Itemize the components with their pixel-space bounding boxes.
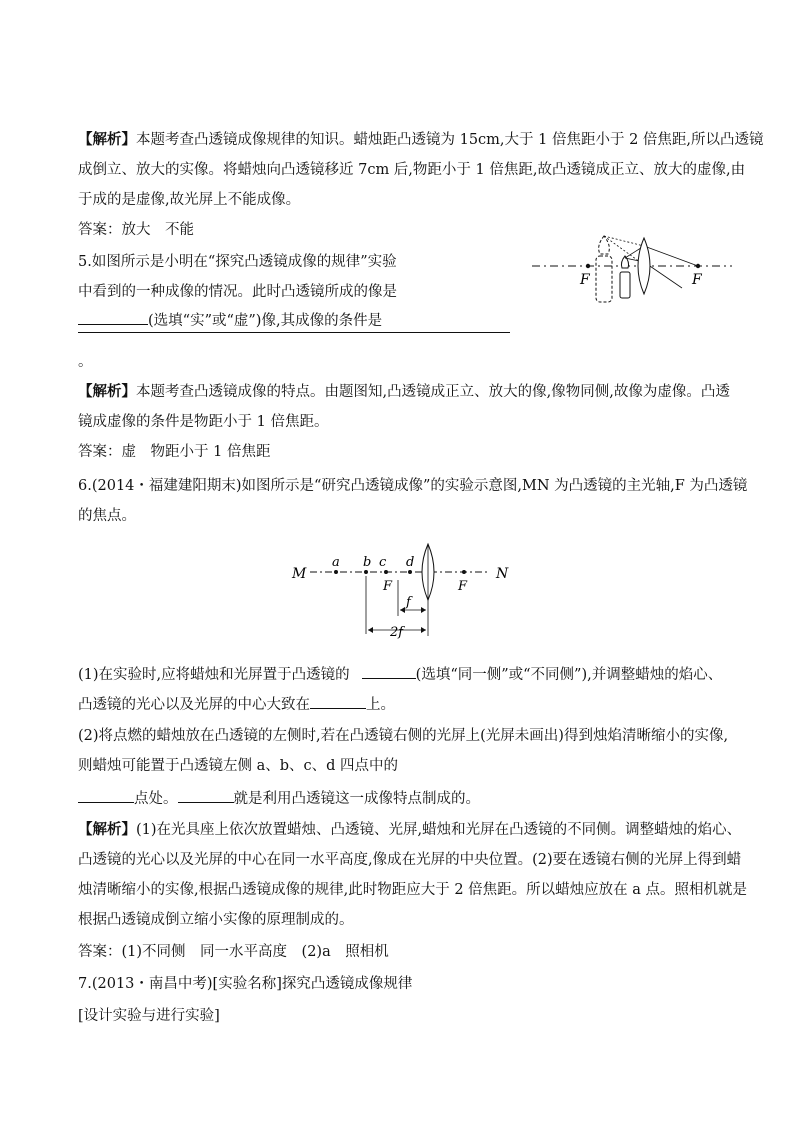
point-d (408, 570, 412, 574)
q7-line-1: 7.(2013・南昌中考)[实验名称]探究凸透镜成像规律 (78, 976, 413, 992)
answer-3: 答案：(1)不同侧 同一水平高度 (2)a 照相机 (78, 944, 389, 960)
label-b: b (363, 555, 372, 570)
two-f-arrowhead-right (421, 627, 426, 633)
q6-part-2-line-1: (2)将点燃的蜡烛放在凸透镜的左侧时,若在凸透镜右侧的光屏上(光屏未画出)得到烛焰清晰缩小的实像, (78, 728, 729, 744)
q5-blank-1[interactable] (78, 310, 148, 325)
convex-lens (638, 238, 650, 294)
q5-line-3: (选填“实”或“虚”)像,其成像的条件是 (78, 310, 382, 331)
label-a: a (332, 555, 340, 570)
focus-label-left: F (580, 272, 590, 288)
q5-end: 。 (78, 354, 93, 370)
label-c: c (379, 555, 387, 570)
q6-axis-figure (288, 540, 518, 640)
q6-blank-1[interactable] (362, 664, 416, 679)
ray-extension-1 (604, 236, 644, 246)
focus-point-right (462, 570, 466, 574)
point-c (384, 570, 388, 574)
q5-answer-line[interactable] (78, 332, 510, 333)
q6-blank-4[interactable] (178, 788, 234, 803)
label-f-distance: f (406, 595, 411, 610)
analysis-label: 【解析】 (78, 383, 136, 400)
label-m: M (292, 566, 307, 582)
q5-line-1: 5.如图所示是小明在“探究凸透镜成像的规律”实验 (78, 254, 397, 270)
analysis-label: 【解析】 (78, 131, 136, 148)
q6-line-2: 的焦点。 (78, 508, 136, 524)
f-arrowhead-right (421, 607, 426, 613)
label-f-right: F (458, 579, 468, 594)
q6-blank-3[interactable] (78, 788, 134, 803)
analysis-3-line-3: 烛清晰缩小的实像,根据凸透镜成像的规律,此时物距应大于 2 倍焦距。所以蜡烛应放在 a 点。照相机就是 (78, 882, 748, 898)
q6-line-1: 6.(2014・福建建阳期末)如图所示是“研究凸透镜成像”的实验示意图,MN 为凸透镜的主光轴,F 为凸透镜 (78, 478, 748, 494)
label-d: d (406, 555, 415, 570)
label-n: N (496, 566, 509, 582)
focus-label-right: F (692, 272, 702, 288)
answer-1: 答案：放大 不能 (78, 222, 194, 238)
q6-part-1-line-1: (1)在实验时,应将蜡烛和光屏置于凸透镜的 (选填“同一侧”或“不同侧”),并调整蜡烛的焰心、 (78, 664, 722, 685)
answer-2: 答案：虚 物距小于 1 倍焦距 (78, 444, 271, 460)
analysis-1-line-1: 【解析】本题考查凸透镜成像规律的知识。蜡烛距凸透镜为 15cm,大于 1 倍焦距小于 2 倍焦距,所以凸透镜 (78, 131, 764, 148)
q5-lens-figure (532, 232, 732, 306)
two-f-arrowhead-left (368, 627, 373, 633)
analysis-2-line-1: 【解析】本题考查凸透镜成像的特点。由题图知,凸透镜成正立、放大的像,像物同侧,故像为虚像。凸透 (78, 383, 730, 400)
q6-blank-2[interactable] (310, 694, 366, 709)
q7-line-2: [设计实验与进行实验] (78, 1008, 220, 1024)
analysis-2-line-2: 镜成虚像的条件是物距小于 1 倍焦距。 (78, 414, 329, 430)
analysis-3-line-1: 【解析】(1)在光具座上依次放置蜡烛、凸透镜、光屏,蜡烛和光屏在凸透镜的不同侧。调整蜡烛的焰心、 (78, 821, 742, 838)
q6-part-1-line-2: 凸透镜的光心以及光屏的中心大致在 上。 (78, 694, 395, 715)
point-a (334, 570, 338, 574)
analysis-1-line-3: 于成的是虚像,故光屏上不能成像。 (78, 192, 301, 208)
q5-line-2: 中看到的一种成像的情况。此时凸透镜所成的像是 (78, 284, 397, 300)
point-b (364, 570, 368, 574)
q6-part-2-line-3: 点处。 就是利用凸透镜这一成像特点制成的。 (78, 788, 480, 809)
analysis-label: 【解析】 (78, 821, 136, 838)
candle (620, 272, 630, 298)
focus-point-left (586, 264, 590, 268)
label-f-left: F (383, 579, 393, 594)
analysis-3-line-4: 根据凸透镜成倒立缩小实像的原理制成的。 (78, 912, 354, 928)
virtual-image-candle (596, 256, 612, 302)
analysis-3-line-2: 凸透镜的光心以及光屏的中心在同一水平高度,像成在光屏的中央位置。(2)要在透镜右侧的光屏上得到蜡 (78, 852, 742, 868)
q6-part-2-line-2: 则蜡烛可能置于凸透镜左侧 a、b、c、d 四点中的 (78, 758, 399, 774)
ray-1-out (644, 246, 698, 266)
f-arrowhead-left (400, 607, 405, 613)
label-2f-distance: 2f (390, 625, 404, 640)
analysis-1-line-2: 成倒立、放大的实像。将蜡烛向凸透镜移近 7cm 后,物距小于 1 倍焦距,故凸透镜成正立、放大的虚像,由 (78, 162, 746, 178)
